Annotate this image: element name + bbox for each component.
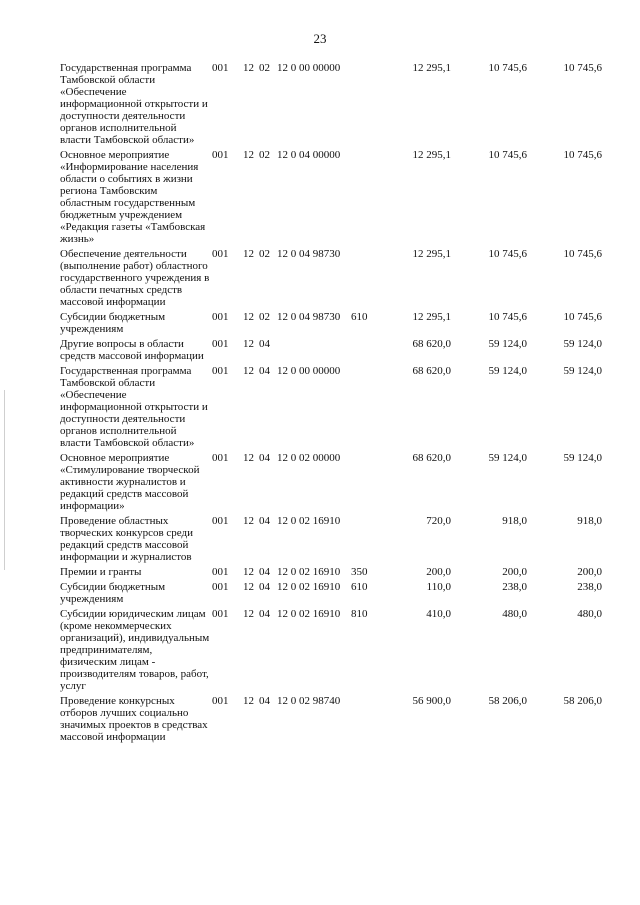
row-name: Проведение конкурсных отборов лучших социально значимых проектов в средствах массовой информации <box>60 695 208 743</box>
row-expense-type: 610 <box>351 581 368 593</box>
table-row <box>60 338 602 365</box>
row-amount-year-1: 68 620,0 <box>412 338 451 350</box>
row-grbs: 001 <box>212 695 229 707</box>
row-amount-year-1: 12 295,1 <box>412 149 451 161</box>
row-subsection: 04 <box>259 581 270 593</box>
row-amount-year-3: 59 124,0 <box>563 338 602 350</box>
row-amount-year-1: 12 295,1 <box>412 311 451 323</box>
table-row <box>60 695 602 746</box>
row-target-article: 12 0 04 00000 <box>277 149 341 161</box>
row-amount-year-2: 58 206,0 <box>488 695 527 707</box>
row-subsection: 02 <box>259 311 270 323</box>
row-amount-year-1: 12 295,1 <box>412 62 451 74</box>
row-grbs: 001 <box>212 338 229 350</box>
row-name: Другие вопросы в области средств массовой информации <box>60 338 204 362</box>
row-amount-year-1: 68 620,0 <box>412 452 451 464</box>
row-expense-type <box>349 62 373 149</box>
row-expense-type <box>349 149 373 248</box>
row-target-article: 12 0 04 98730 <box>277 248 341 260</box>
row-grbs: 001 <box>212 566 229 578</box>
row-grbs: 001 <box>212 608 229 620</box>
row-name: Премии и гранты <box>60 566 142 578</box>
row-amount-year-3: 59 124,0 <box>563 365 602 377</box>
row-expense-type: 350 <box>351 566 368 578</box>
row-expense-type: 810 <box>351 608 368 620</box>
row-amount-year-2: 10 745,6 <box>488 248 527 260</box>
row-target-article: 12 0 02 16910 <box>277 515 341 527</box>
row-amount-year-3: 10 745,6 <box>563 248 602 260</box>
row-grbs: 001 <box>212 452 229 464</box>
row-amount-year-1: 200,0 <box>426 566 451 578</box>
row-subsection: 04 <box>259 608 270 620</box>
row-name: Основное мероприятие «Информирование населения области о событиях в жизни региона Тамбовским областным государственным бюджетным учреждением «Редакция газеты «Тамбовская жизнь» <box>60 149 206 245</box>
row-grbs: 001 <box>212 149 229 161</box>
row-section: 12 <box>243 515 254 527</box>
row-target-article: 12 0 04 98730 <box>277 311 341 323</box>
row-amount-year-1: 68 620,0 <box>412 365 451 377</box>
row-amount-year-2: 59 124,0 <box>488 452 527 464</box>
row-name: Государственная программа Тамбовской области «Обеспечение информационной открытости и доступности деятельности органов исполнительной власти Тамбовской области» <box>60 365 208 449</box>
row-amount-year-3: 10 745,6 <box>563 311 602 323</box>
table-row <box>60 248 602 311</box>
row-amount-year-3: 200,0 <box>577 566 602 578</box>
row-name: Государственная программа Тамбовской области «Обеспечение информационной открытости и доступности деятельности органов исполнительной власти Тамбовской области» <box>60 62 208 146</box>
row-amount-year-2: 238,0 <box>502 581 527 593</box>
row-section: 12 <box>243 62 254 74</box>
table-row <box>60 62 602 149</box>
row-expense-type <box>349 338 373 365</box>
row-amount-year-1: 720,0 <box>426 515 451 527</box>
row-grbs: 001 <box>212 365 229 377</box>
row-grbs: 001 <box>212 581 229 593</box>
row-grbs: 001 <box>212 311 229 323</box>
table-row <box>60 581 602 608</box>
table-row <box>60 515 602 566</box>
row-amount-year-3: 10 745,6 <box>563 62 602 74</box>
row-subsection: 04 <box>259 566 270 578</box>
row-target-article: 12 0 02 16910 <box>277 581 341 593</box>
row-target-article <box>275 338 349 365</box>
row-amount-year-1: 110,0 <box>426 581 451 593</box>
row-grbs: 001 <box>212 515 229 527</box>
row-amount-year-3: 918,0 <box>577 515 602 527</box>
row-target-article: 12 0 02 16910 <box>277 566 341 578</box>
row-amount-year-2: 10 745,6 <box>488 149 527 161</box>
row-section: 12 <box>243 581 254 593</box>
row-amount-year-3: 480,0 <box>577 608 602 620</box>
row-target-article: 12 0 02 00000 <box>277 452 341 464</box>
row-subsection: 04 <box>259 452 270 464</box>
row-section: 12 <box>243 608 254 620</box>
row-section: 12 <box>243 452 254 464</box>
row-section: 12 <box>243 695 254 707</box>
row-subsection: 04 <box>259 338 270 350</box>
table-row <box>60 365 602 452</box>
page-number: 23 <box>313 31 327 46</box>
row-name: Проведение областных творческих конкурсов среди редакций средств массовой информации и журналистов <box>60 515 193 563</box>
row-amount-year-3: 238,0 <box>577 581 602 593</box>
row-name: Обеспечение деятельности (выполнение работ) областного государственного учреждения в области печатных средств массовой информации <box>60 248 210 308</box>
row-amount-year-2: 918,0 <box>502 515 527 527</box>
row-name: Субсидии бюджетным учреждениям <box>60 311 166 335</box>
row-subsection: 02 <box>259 248 270 260</box>
scan-edge-mark <box>4 390 5 570</box>
row-amount-year-2: 10 745,6 <box>488 62 527 74</box>
row-section: 12 <box>243 566 254 578</box>
table-row <box>60 608 602 695</box>
row-amount-year-2: 59 124,0 <box>488 338 527 350</box>
row-expense-type <box>349 365 373 452</box>
row-name: Субсидии юридическим лицам (кроме некоммерческих организаций), индивидуальным предпринимателям, физическим лицам - производителям товаров, работ, услуг <box>60 608 210 692</box>
row-name: Основное мероприятие «Стимулирование творческой активности журналистов и редакций средств массовой информации» <box>60 452 200 512</box>
row-expense-type: 610 <box>351 311 368 323</box>
row-amount-year-1: 56 900,0 <box>412 695 451 707</box>
budget-table <box>60 62 602 746</box>
row-grbs: 001 <box>212 248 229 260</box>
row-target-article: 12 0 00 00000 <box>277 365 341 377</box>
row-amount-year-2: 480,0 <box>502 608 527 620</box>
row-expense-type <box>349 695 373 746</box>
table-body <box>60 62 602 746</box>
row-grbs: 001 <box>212 62 229 74</box>
row-section: 12 <box>243 248 254 260</box>
row-amount-year-2: 59 124,0 <box>488 365 527 377</box>
row-section: 12 <box>243 311 254 323</box>
row-subsection: 04 <box>259 515 270 527</box>
row-section: 12 <box>243 338 254 350</box>
row-expense-type <box>349 515 373 566</box>
row-target-article: 12 0 02 98740 <box>277 695 341 707</box>
row-amount-year-3: 10 745,6 <box>563 149 602 161</box>
table-row <box>60 566 602 581</box>
row-section: 12 <box>243 149 254 161</box>
row-amount-year-1: 12 295,1 <box>412 248 451 260</box>
row-target-article: 12 0 02 16910 <box>277 608 341 620</box>
row-target-article: 12 0 00 00000 <box>277 62 341 74</box>
row-expense-type <box>349 452 373 515</box>
table-row <box>60 452 602 515</box>
row-name: Субсидии бюджетным учреждениям <box>60 581 166 605</box>
row-subsection: 04 <box>259 695 270 707</box>
row-amount-year-3: 59 124,0 <box>563 452 602 464</box>
table-row <box>60 149 602 248</box>
row-subsection: 02 <box>259 149 270 161</box>
row-section: 12 <box>243 365 254 377</box>
table-row <box>60 311 602 338</box>
row-subsection: 02 <box>259 62 270 74</box>
row-subsection: 04 <box>259 365 270 377</box>
row-amount-year-1: 410,0 <box>426 608 451 620</box>
row-amount-year-3: 58 206,0 <box>563 695 602 707</box>
row-amount-year-2: 10 745,6 <box>488 311 527 323</box>
row-expense-type <box>349 248 373 311</box>
row-amount-year-2: 200,0 <box>502 566 527 578</box>
